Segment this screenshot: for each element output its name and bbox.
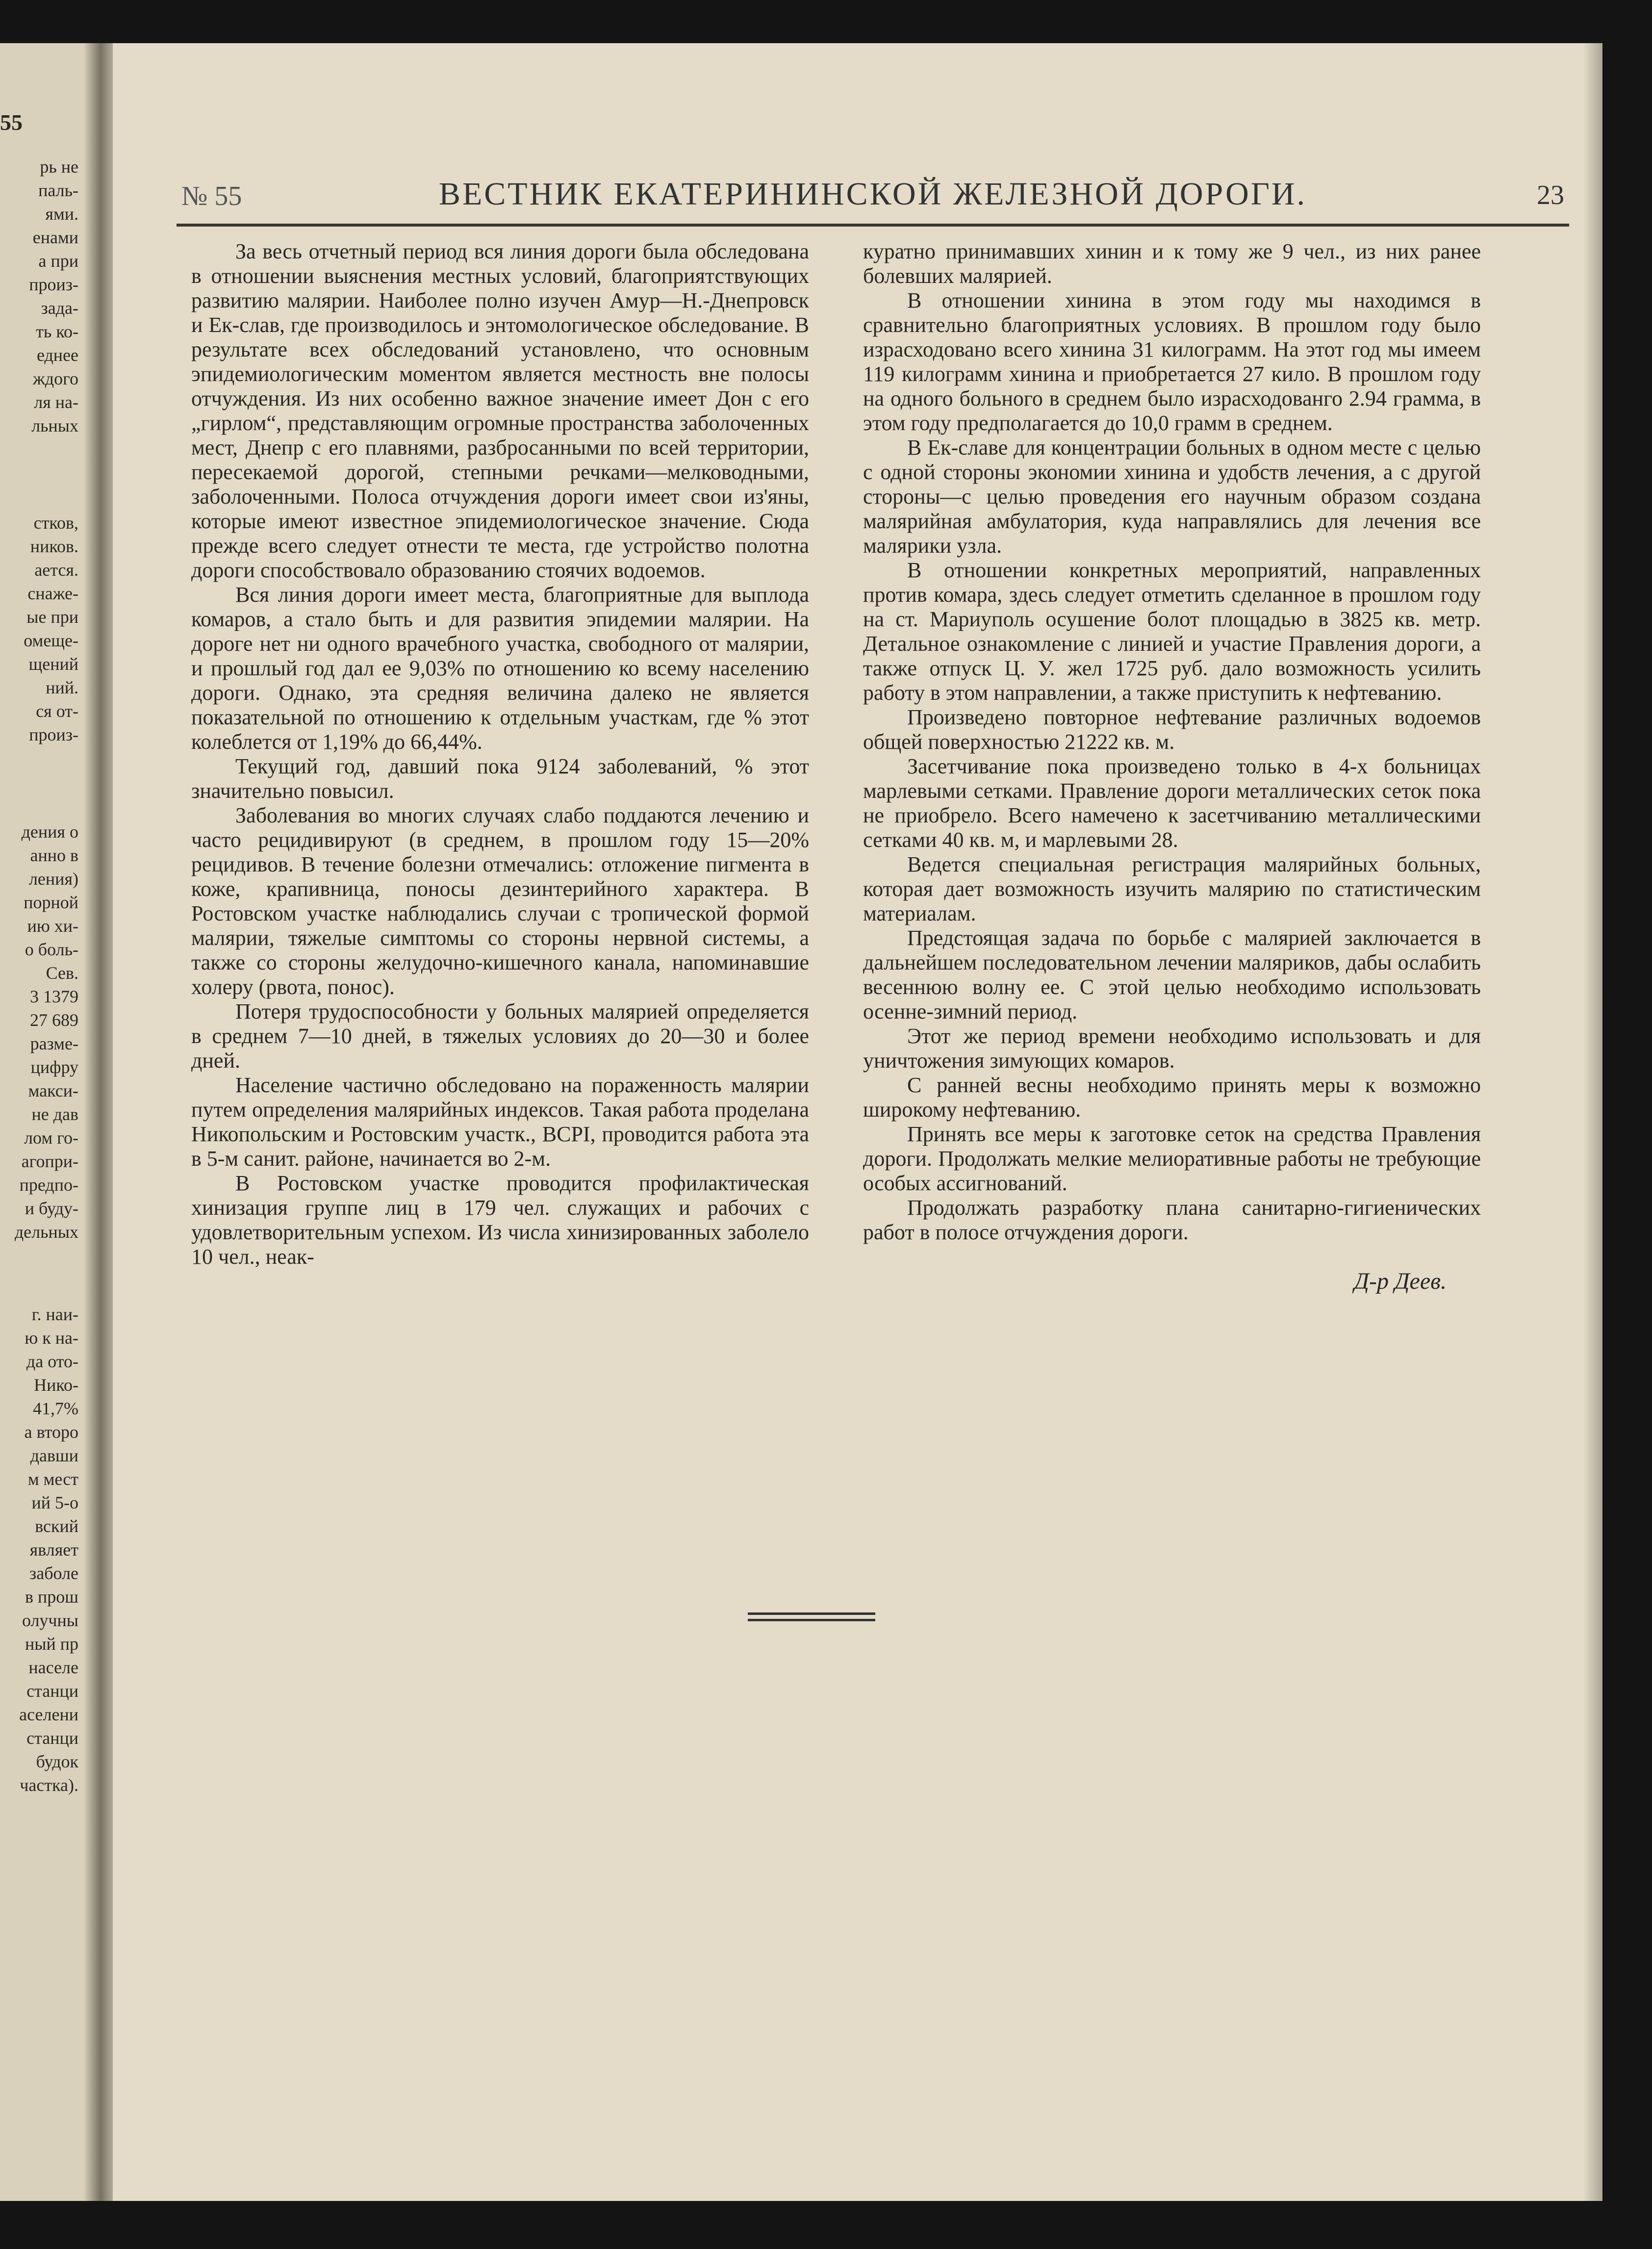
previous-page-line: рь не	[40, 157, 78, 177]
previous-page-line: а при	[38, 251, 78, 271]
previous-page-line: снаже-	[27, 584, 78, 603]
paragraph: Вся линия дороги имеет места, благоприятные для выплода комаров, а стало быть и для развития эпидемии малярии. На дороге нет ни одного врачебного участка, свободного от малярии, и прошлый год дал ее 9,03% по отношению ко всему населению дороги. Однако, эта средняя величина далеко не является показательной по отношению к отдельным участкам, где % этот колеблется от 1,19% до 66,44%.	[191, 583, 809, 754]
previous-page-line: Нико-	[34, 1375, 78, 1395]
previous-page-line: ля на-	[34, 392, 78, 412]
previous-page-number: 55	[0, 110, 23, 135]
previous-page-line: давши	[30, 1446, 78, 1465]
previous-page-line: макси-	[28, 1081, 78, 1100]
previous-page-line: аселени	[19, 1705, 78, 1724]
previous-page-line: енами	[32, 228, 78, 247]
previous-page-line: порной	[24, 893, 78, 912]
previous-page-line: паль-	[38, 180, 78, 200]
previous-page-line: населе	[28, 1658, 78, 1677]
paragraph: Предстоящая задача по борьбе с малярией заключается в дальнейшем последовательном лечении маляриков, дабы ослабить весеннюю волну ее. С этой целью необходимо использовать осенне-зимний период.	[863, 926, 1481, 1023]
paragraph: Засетчивание пока произведено только в 4-х больницах марлевыми сетками. Правление дороги металлических сеток пока не приобрело. Всего намечено к засетчиванию металлическими сетками 40 кв. м, и марлевыми 28.	[863, 754, 1481, 852]
previous-page-line: предпо-	[19, 1175, 78, 1195]
previous-page-line: ий 5-о	[31, 1493, 78, 1512]
previous-page-line: зада-	[41, 298, 78, 318]
paragraph: Ведется специальная регистрация малярийных больных, которая дает возможность изучить малярию по статистическим материалам.	[863, 852, 1481, 925]
previous-page-line: лом го-	[24, 1128, 78, 1148]
binding-gutter	[83, 43, 113, 2201]
previous-page-line: ть ко-	[36, 322, 78, 341]
previous-page-line: дельных	[14, 1222, 78, 1242]
paragraph: Заболевания во многих случаях слабо поддаются лечению и часто рецидивируют (в среднем, в прошлом году 15—20% рецидивов. В течение болезни отмечались: отложение пигмента в коже, крапивница, поносы дезинтерийного характера. В Ростовском участке наблюдались случаи с тропической формой малярии, тяжелые симптомы со стороны нервной системы, а также со стороны желудочно-кишечного канала, напоминавшие холеру (рвота, понос).	[191, 803, 809, 999]
paragraph: За весь отчетный период вся линия дороги была обследована в отношении выяснения местных условий, благоприятствующих развитию малярии. Наиболее полно изучен Амур—Н.-Днепровск и Ек-слав, где производилось и энтомологическое обследование. В результате всех обследований установлено, что основным эпидемиологическим моментом является местность вне полосы отчуждения. Из них особенно важное значение имеет Дон с его „гирлом“, представляющим огромные пространства заболоченных мест, Днепр с его плавнями, разбросанными по всей территории, пересекаемой дорогой, степными речками—мелководными, заболоченными. Полоса отчуждения дороги имеет свои из'яны, которые имеют известное эпидемиологическое значение. Сюда прежде всего следует отнести те места, где устройство полотна дороги способствовало образованию стоячих водоемов.	[191, 239, 809, 582]
paragraph: В отношении конкретных мероприятий, направленных против комара, здесь следует отметить сделанное в прошлом году на ст. Мариуполь осушение болот площадью в 3825 кв. метр. Детальное ознакомление с линией и участие Правления дороги, а также отпуск Ц. У. жел 1725 руб. дало возможность усилить работу в этом направлении, а также приступить к нефтеванию.	[863, 558, 1481, 705]
previous-page-line: дения о	[21, 822, 78, 842]
previous-page-line: будок	[36, 1752, 78, 1771]
header-rule	[177, 224, 1569, 227]
text-column-right	[863, 239, 1481, 1294]
previous-page-line: частка).	[20, 1775, 78, 1795]
end-double-rule	[748, 1611, 875, 1623]
paragraph: куратно принимавших хинин и к тому же 9 чел., из них ранее болевших малярией.	[863, 239, 1481, 288]
paragraph: Потеря трудоспособности у больных малярией определяется в среднем 7—10 дней, в тяжелых условиях до 20—30 и более дней.	[191, 999, 809, 1073]
previous-page-line: вский	[35, 1516, 78, 1536]
previous-page-line: да ото-	[26, 1352, 78, 1371]
previous-page-line: ию хи-	[27, 916, 78, 936]
previous-page-line: цифру	[30, 1057, 78, 1077]
previous-page-line: ников.	[30, 537, 78, 556]
previous-page-line: заболе	[29, 1563, 78, 1583]
previous-page-strip	[0, 43, 113, 2201]
page-title: ВЕСТНИК ЕКАТЕРИНИНСКОЙ ЖЕЛЕЗНОЙ ДОРОГИ.	[438, 176, 1307, 212]
previous-page-line: произ-	[29, 275, 78, 294]
author-signature: Д-р Деев.	[1354, 1268, 1447, 1294]
previous-page-line: о боль-	[25, 940, 78, 959]
previous-page-line: ждого	[32, 369, 78, 388]
paragraph: Принять все меры к заготовке сеток на средства Правления дороги. Продолжать мелкие мелиоративные работы не требующие особых ассигнований.	[863, 1122, 1481, 1195]
paragraph: Население частично обследовано на пораженность малярии путем определения малярийных индексов. Такая работа проделана Никопольским и Ростовским участк., ВСРI, проводится работа эта в 5-м санит. районе, начинается во 2-м.	[191, 1073, 809, 1171]
previous-page-line: 3 1379	[30, 987, 78, 1006]
previous-page-line: ю к на-	[25, 1328, 78, 1348]
paragraph: Текущий год, давший пока 9124 заболеваний, % этот значительно повысил.	[191, 754, 809, 803]
issue-number: № 55	[181, 181, 242, 211]
previous-page-line: ный пр	[25, 1634, 78, 1654]
previous-page-line: м мест	[27, 1469, 78, 1489]
previous-page-line: являет	[29, 1540, 78, 1559]
previous-page-line: а второ	[24, 1422, 78, 1442]
paragraph: В Ек-славе для концентрации больных в одном месте с целью с одной стороны экономии хинина и удобств лечения, а с другой стороны—с целью проведения его научным образом создана малярийная амбулатория, куда направлялись для лечения все малярики узла.	[863, 435, 1481, 558]
previous-page-line: станци	[26, 1681, 78, 1701]
previous-page-line: разме-	[30, 1034, 78, 1053]
previous-page-line: станци	[26, 1728, 78, 1748]
page-header	[181, 176, 1564, 220]
page-edge-shadow	[1583, 43, 1602, 2201]
previous-page-line: ся от-	[36, 701, 78, 721]
previous-page-line: Сев.	[46, 963, 78, 983]
previous-page-line: агопри-	[21, 1151, 78, 1171]
previous-page-line: г. наи-	[31, 1304, 78, 1324]
previous-page-line: щений	[28, 654, 78, 674]
previous-page-line: анно в	[30, 845, 78, 865]
previous-page-line: ями.	[45, 204, 78, 224]
page-number: 23	[1537, 180, 1564, 210]
main-page	[123, 43, 1589, 2201]
previous-page-line: ается.	[34, 560, 78, 580]
newspaper-page	[0, 43, 1602, 2201]
previous-page-line: омеще-	[24, 631, 78, 650]
paragraph: В отношении хинина в этом году мы находимся в сравнительно благоприятных условиях. В прошлом году было израсходовано всего хинина 31 килограмм. На этот год мы имеем 119 килограмм хинина и приобретается 27 кило. В прошлом году на одного больного в среднем было израсходованго 2.94 грамма, в этом году предполагается до 10,0 грамм в среднем.	[863, 288, 1481, 435]
previous-page-line: ые при	[26, 607, 78, 627]
paragraph: Этот же период времени необходимо использовать и для уничтожения зимующих комаров.	[863, 1024, 1481, 1073]
paragraph: С ранней весны необходимо принять меры к возможно широкому нефтеванию.	[863, 1073, 1481, 1122]
previous-page-line: 41,7%	[33, 1399, 78, 1418]
previous-page-line: 27 689	[30, 1010, 78, 1030]
paragraph: В Ростовском участке проводится профилактическая хинизация группе лиц в 179 чел. служащих и рабочих с удовлетворительным успехом. Из числа хинизированных заболело 10 чел., неак-	[191, 1171, 809, 1269]
previous-page-line: произ-	[29, 725, 78, 744]
previous-page-line: стков,	[33, 513, 78, 533]
previous-page-line: не дав	[31, 1104, 78, 1124]
previous-page-line: ний.	[46, 678, 78, 697]
previous-page-line: еднее	[36, 345, 78, 365]
previous-page-line: олучны	[22, 1610, 78, 1630]
text-column-left	[191, 239, 809, 1269]
paragraph: Произведено повторное нефтевание различных водоемов общей поверхностью 21222 кв. м.	[863, 705, 1481, 754]
paragraph: Продолжать разработку плана санитарно-гигиенических работ в полосе отчуждения дороги.	[863, 1196, 1481, 1244]
previous-page-line: в прош	[25, 1587, 78, 1607]
previous-page-line: ления)	[28, 869, 78, 889]
previous-page-line: и буду-	[25, 1199, 78, 1218]
previous-page-line: льных	[31, 416, 78, 435]
